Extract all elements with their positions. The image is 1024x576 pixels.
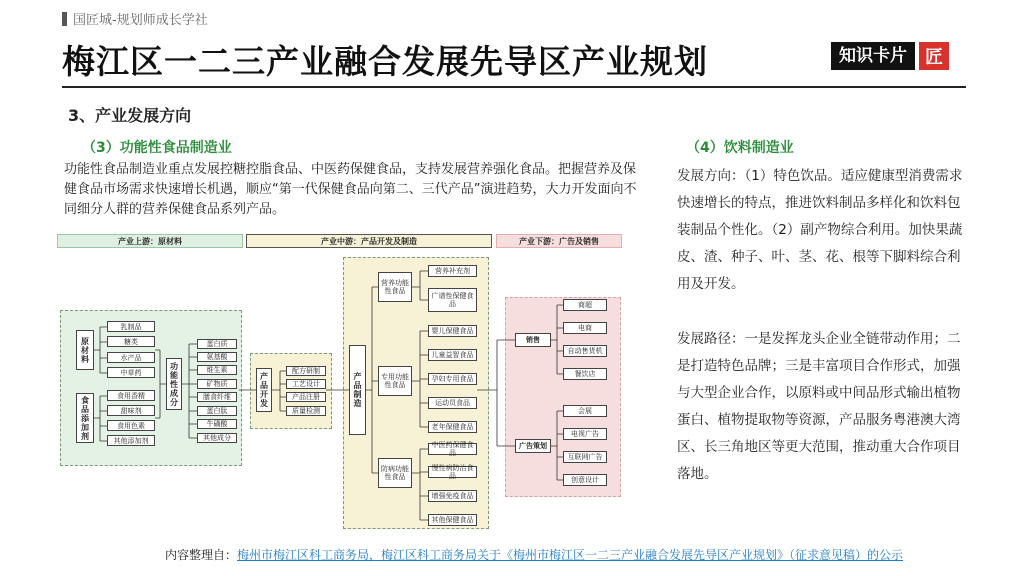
right-paragraph-direction: 发展方向：（1）特色饮品。适应健康型消费需求快速增长的特点，推进饮料制品多样化和饮料包装制品个性化。（2）副产物综合利用。加快果蔬皮、渣、种子、叶、茎、花、根等下脚料综合利用及开发。	[677, 168, 963, 292]
ads-item: 互联网广告	[563, 451, 607, 463]
special-item: 儿童益智食品	[428, 349, 477, 361]
raw-item: 水产品	[107, 352, 155, 363]
left-subtitle: （3）功能性食品制造业	[82, 140, 232, 156]
additive-box: 食品添加剂	[76, 393, 94, 443]
right-paragraph-path: 发展路径：一是发挥龙头企业全链带动作用；二是打造特色品牌；三是丰富项目合作形式，加强与大型企业合作，以原料或中间品形式输出植物蛋白、植物提取物等资源，产品服务粤港澳大湾区、长三角地区等更大范围，推动重大合作项目落地。	[677, 331, 961, 482]
functional-item: 氨基酸	[197, 352, 237, 362]
prevent-item: 其他保健食品	[428, 514, 477, 526]
functional-item: 维生素	[197, 365, 237, 375]
prevent-item: 慢性病防治食品	[428, 466, 477, 478]
ads-item: 创意设计	[563, 474, 607, 486]
raw-material-box: 原材料	[76, 330, 94, 370]
sales-item: 自动售货机	[563, 345, 607, 357]
functional-ingredient-box: 功能性成分	[166, 358, 182, 410]
additive-item: 甜味剂	[107, 405, 155, 416]
additive-item: 食用色素	[107, 420, 155, 431]
dev-item: 质量检测	[286, 406, 326, 416]
page-title: 梅江区一二三产业融合发展先导区产业规划	[62, 42, 708, 81]
org-name: 国匠城-规划师成长学社	[73, 13, 208, 28]
functional-item: 牛磺酸	[197, 419, 237, 429]
footer-source	[165, 546, 903, 563]
prevent-item: 中医药保健食品	[428, 443, 477, 455]
additive-item: 其他添加剂	[107, 435, 155, 446]
ads-box: 广告策划	[515, 439, 551, 453]
nutrition-item: 广谱性保健食品	[428, 288, 477, 312]
right-subtitle: （4）饮料制造业	[686, 140, 794, 156]
product-manufacture-box: 产品制造	[349, 345, 366, 435]
midstream-header: 产业中游：产品开发及制造	[246, 234, 492, 248]
prevent-food-box: 防病功能性食品	[378, 458, 412, 488]
functional-item: 蛋白肽	[197, 406, 237, 416]
special-item: 老年保健食品	[428, 421, 477, 433]
functional-item: 膳食纤维	[197, 392, 237, 402]
functional-item: 蛋白质	[197, 339, 237, 349]
source-link[interactable]: 梅州市梅江区科工商务局，梅江区科工商务局关于《梅州市梅江区一二三产业融合发展先导区产业规划》（征求意见稿）的公示	[237, 548, 904, 562]
dev-item: 产品注册	[286, 392, 326, 402]
section-title: 3、产业发展方向	[68, 106, 192, 125]
functional-item: 矿物质	[197, 379, 237, 389]
dev-item: 工艺设计	[286, 379, 326, 389]
ads-item: 电视广告	[563, 428, 607, 440]
sales-item: 商超	[563, 299, 607, 311]
sales-item: 电商	[563, 322, 607, 334]
nutrition-food-box: 营养功能性食品	[378, 272, 412, 302]
special-item: 婴儿保健食品	[428, 325, 477, 337]
special-item: 运动员食品	[428, 397, 477, 409]
special-food-box: 专用功能性食品	[378, 366, 412, 396]
nutrition-item: 营养补充剂	[428, 265, 477, 277]
raw-item: 乳制品	[107, 321, 155, 332]
product-dev-box: 产品开发	[256, 368, 272, 412]
ads-item: 会展	[563, 405, 607, 417]
left-paragraph: 功能性食品制造业重点发展控糖控脂食品、中医药保健食品，支持发展营养强化食品。把握营养及保健食品市场需求快速增长机遇，顺应“第一代保健食品向第二、三代产品”演进趋势，大力开发面向不同细分人群的营养保健食品系列产品。	[64, 162, 637, 217]
raw-item: 糖类	[107, 336, 155, 347]
downstream-header: 产业下游：广告及销售	[496, 234, 622, 248]
functional-item: 其他成分	[197, 433, 237, 443]
upstream-header: 产业上游：原材料	[57, 234, 243, 248]
additive-item: 食用香精	[107, 390, 155, 401]
special-item: 孕妇专用食品	[428, 373, 477, 385]
dev-item: 配方研制	[286, 366, 326, 376]
badge-text: 知识卡片	[831, 42, 915, 70]
logo-icon: 匠	[919, 42, 949, 70]
prevent-item: 增强免疫食品	[428, 490, 477, 502]
sales-box: 销售	[515, 333, 551, 347]
raw-item: 中草药	[107, 367, 155, 378]
sales-item: 餐饮店	[563, 368, 607, 380]
footer-label: 内容整理自：	[165, 548, 238, 562]
